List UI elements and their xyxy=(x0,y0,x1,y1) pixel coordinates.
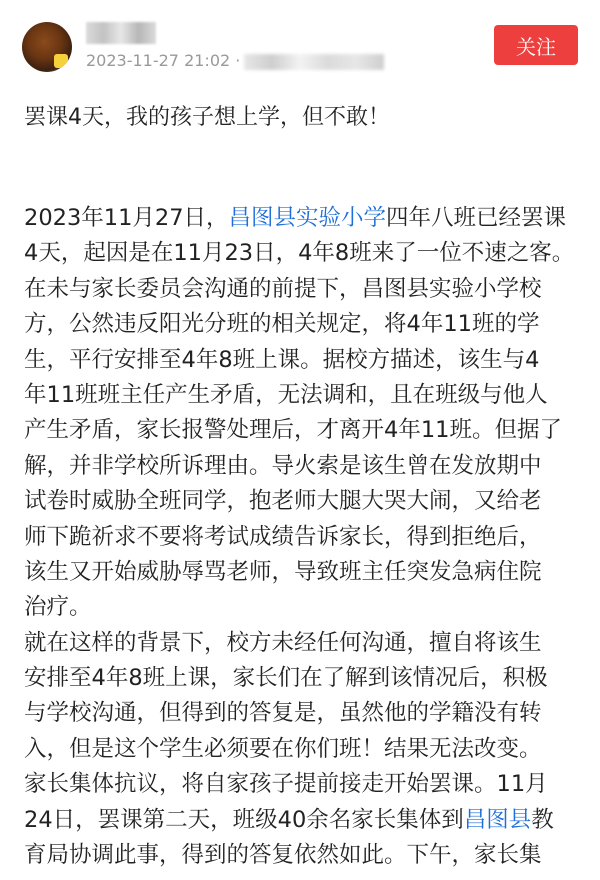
text-segment: 生，平行安排至4年8班上课。据校方描述，该生与4 xyxy=(24,346,540,373)
text-segment: 教 xyxy=(531,806,554,833)
article-line xyxy=(24,555,574,590)
article-line xyxy=(24,307,574,342)
article-line xyxy=(24,590,574,625)
article-body xyxy=(24,201,574,873)
article-line xyxy=(24,626,574,661)
avatar[interactable] xyxy=(22,22,72,72)
text-segment: 试卷时威胁全班同学，抱老师大腿大哭大闹，又给老 xyxy=(24,488,542,515)
text-segment: 四年八班已经罢课 xyxy=(386,205,567,231)
text-segment: 年11班班主任产生矛盾，无法调和，且在班级与他人 xyxy=(24,381,548,408)
text-segment: 4天，起因是在11月23日，4年8班来了一位不速之客。 xyxy=(24,240,575,267)
follow-button[interactable]: 关注 xyxy=(494,25,578,65)
article-line xyxy=(24,343,574,378)
article-line xyxy=(24,413,574,448)
text-segment: 在未与家长委员会沟通的前提下，昌图县实验小学校 xyxy=(24,275,542,302)
article-line xyxy=(24,838,574,873)
post-meta xyxy=(86,51,384,70)
text-segment: 育局协调此事，得到的答复依然如此。下午，家长集 xyxy=(24,842,542,869)
article-line xyxy=(24,236,574,271)
article-line xyxy=(24,484,574,519)
text-segment: 产生矛盾，家长报警处理后，才离开4年11班。但据了 xyxy=(24,417,562,444)
timestamp: 2023-11-27 21:02 · xyxy=(86,51,241,70)
article-line xyxy=(24,449,574,484)
article-line xyxy=(24,201,574,236)
location-link[interactable]: 昌图县 xyxy=(463,806,532,833)
post-header xyxy=(0,0,600,90)
article-line xyxy=(24,272,574,307)
text-segment: 安排至4年8班上课，家长们在了解到该情况后，积极 xyxy=(24,665,548,692)
text-segment: 该生又开始威胁辱骂老师，导致班主任突发急病住院 xyxy=(24,558,542,585)
text-segment: 2023年11月27日， xyxy=(24,205,229,231)
text-segment: 解，并非学校所诉理由。导火索是该生曾在发放期中 xyxy=(24,452,542,479)
article-line xyxy=(24,732,574,767)
article-title: 罢课4天，我的孩子想上学，但不敢！ xyxy=(24,105,390,130)
text-segment: 就在这样的背景下，校方未经任何沟通，擅自将该生 xyxy=(24,629,542,656)
article-line xyxy=(24,520,574,555)
article-line xyxy=(24,661,574,696)
verified-badge-icon xyxy=(54,54,68,68)
text-segment: 家长集体抗议，将自家孩子提前接走开始罢课。11月 xyxy=(24,771,548,798)
author-name-blurred[interactable] xyxy=(86,22,156,44)
source-blurred xyxy=(244,54,384,70)
text-segment: 师下跪祈求不要将考试成绩告诉家长，得到拒绝后， xyxy=(24,523,542,550)
article-line xyxy=(24,696,574,731)
text-segment: 入，但是这个学生必须要在你们班！结果无法改变。 xyxy=(24,735,542,762)
article-line xyxy=(24,803,574,838)
text-segment: 治疗。 xyxy=(24,594,92,621)
location-link[interactable]: 昌图县实验小学 xyxy=(228,205,387,231)
text-segment: 与学校沟通，但得到的答复是，虽然他的学籍没有转 xyxy=(24,700,542,727)
article-line xyxy=(24,378,574,413)
article-line xyxy=(24,767,574,802)
text-segment: 24日，罢课第二天，班级40余名家长集体到 xyxy=(24,806,464,833)
text-segment: 方，公然违反阳光分班的相关规定，将4年11班的学 xyxy=(24,311,540,338)
